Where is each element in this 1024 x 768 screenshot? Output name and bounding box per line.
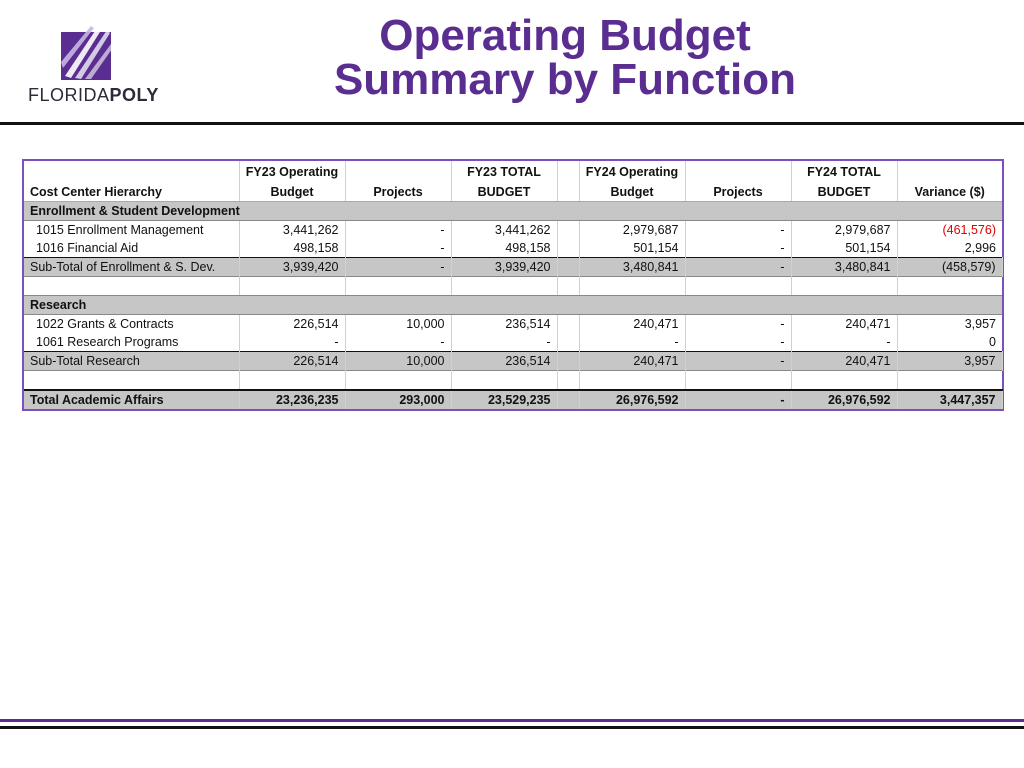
section-header: Research [24, 296, 1002, 315]
header-cost-center: Cost Center Hierarchy [24, 181, 239, 202]
header-fy24-total: FY24 TOTAL [791, 161, 897, 181]
table-row: 1022 Grants & Contracts 226,514 10,000 236,514 240,471 - 240,471 3,957 [24, 315, 1002, 334]
header-fy23-projects: Projects [345, 181, 451, 202]
page-title [260, 11, 870, 104]
subtotal-row: Sub-Total Research 226,514 10,000 236,514 240,471 - 240,471 3,957 [24, 352, 1002, 371]
header-variance: Variance ($) [897, 181, 1002, 202]
header-fy23-operating: FY23 Operating [239, 161, 345, 181]
header-row-bottom [24, 181, 1002, 202]
variance-negative: (461,576) [942, 223, 996, 237]
bottom-divider-black [0, 726, 1024, 729]
top-divider [0, 122, 1024, 125]
spacer-row [24, 277, 1002, 296]
table-row: 1061 Research Programs - - - - - - 0 [24, 333, 1002, 352]
header-fy23-total-budget: BUDGET [451, 181, 557, 202]
table-row: 1015 Enrollment Management 3,441,262 - 3,441,262 2,979,687 - 2,979,687 (461,576) [24, 221, 1002, 240]
header-fy24-budget: Budget [579, 181, 685, 202]
spacer-row [24, 371, 1002, 391]
budget-table [22, 159, 1004, 411]
header-fy23-budget: Budget [239, 181, 345, 202]
table-row: 1016 Financial Aid 498,158 - 498,158 501,154 - 501,154 2,996 [24, 239, 1002, 258]
title-line-2: Summary by Function [333, 55, 797, 104]
section-header: Enrollment & Student Development [24, 202, 1002, 221]
header-fy24-operating: FY24 Operating [579, 161, 685, 181]
title-line-1: Operating Budget [379, 11, 751, 60]
florida-poly-logo [28, 22, 158, 106]
header-fy24-projects: Projects [685, 181, 791, 202]
logo-wordmark: FLORIDAPOLY [28, 85, 159, 105]
total-row: Total Academic Affairs 23,236,235 293,000 23,529,235 26,976,592 - 26,976,592 3,447,357 [24, 390, 1002, 409]
subtotal-row: Sub-Total of Enrollment & S. Dev. 3,939,420 - 3,939,420 3,480,841 - 3,480,841 (458,579) [24, 258, 1002, 277]
bottom-divider-purple [0, 719, 1024, 722]
header-fy23-total: FY23 TOTAL [451, 161, 557, 181]
header-fy24-total-budget: BUDGET [791, 181, 897, 202]
florida-poly-emblem-icon [61, 22, 113, 80]
header-row-top [24, 161, 1002, 181]
